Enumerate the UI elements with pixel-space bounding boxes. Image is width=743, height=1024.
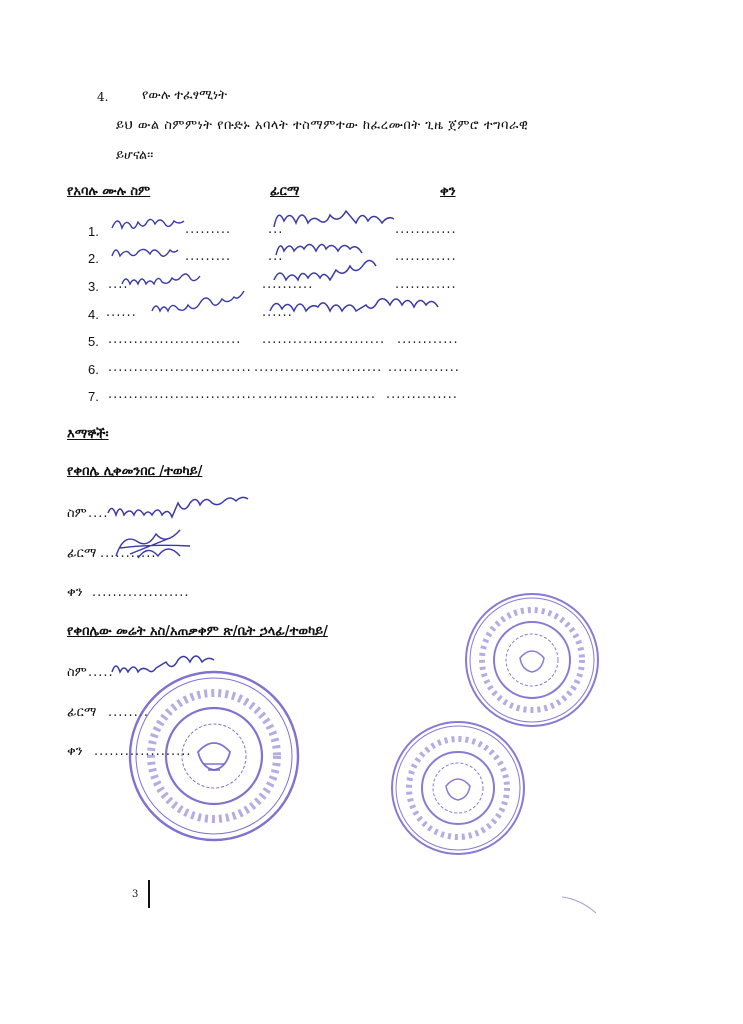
row-number: 4. (88, 307, 99, 322)
scan-mark (560, 893, 600, 915)
kebele-date-dots: ................... (92, 585, 190, 600)
row-number: 3. (88, 279, 99, 294)
kebele-handwritten-name (104, 495, 264, 525)
name-dots: ......... (185, 249, 232, 264)
witnesses-title: እማኞች፡ (67, 427, 109, 442)
row-number: 7. (88, 389, 99, 404)
section-body-line-1: ይህ ውል ስምምነት የቡድኑ አባላት ተስማምተው ከፈረሙበት ጊዜ ጀምሮ ተግባራዊ (116, 118, 529, 133)
handwritten-signature-1 (270, 203, 420, 235)
section-number: 4. (97, 90, 109, 104)
signature-dots: ... (268, 222, 284, 237)
date-dots: ............ (395, 249, 457, 264)
column-header-name: የአባሉ ሙሉ ስም (67, 184, 151, 199)
signature-dots: ... (268, 249, 284, 264)
kebele-name-dots: .... (88, 506, 109, 521)
handwritten-signature-4 (266, 289, 476, 319)
handwritten-name-4 (148, 293, 268, 321)
name-dots: ............................. (108, 387, 257, 402)
signature-dots: ......................... (254, 360, 383, 375)
page-margin-bar (148, 880, 150, 908)
kebele-date-label: ቀን (67, 585, 83, 600)
handwritten-name-3 (118, 268, 218, 294)
column-header-signature: ፊርማ (270, 184, 300, 199)
row-number: 6. (88, 362, 99, 377)
date-dots: ............ (397, 332, 459, 347)
land-office-seal-stamp (124, 668, 304, 844)
kebele-signature-dots: ........... (100, 546, 157, 561)
name-dots: .... (108, 277, 129, 292)
office-date-dots: ................... (94, 744, 192, 759)
date-dots: .............. (388, 360, 460, 375)
office-signature-dots: ........ (108, 705, 150, 720)
section-title: የውሉ ተፈፃሚነት (142, 88, 227, 103)
row-number: 2. (88, 251, 99, 266)
office-date-label: ቀን (67, 744, 83, 759)
kebele-chairman-title: የቀበሌ ሊቀመንበር /ተወካይ/ (67, 464, 203, 479)
signature-dots: .......... (262, 277, 314, 292)
office-name-label: ስም (67, 665, 87, 680)
signature-dots: ........................ (262, 332, 386, 347)
handwritten-signature-3 (270, 262, 410, 290)
name-dots: ......... (185, 222, 232, 237)
office-signature-label: ፊርማ (67, 705, 97, 720)
section-body-line-2: ይሆናል፡፡ (116, 148, 154, 163)
date-dots: ............ (395, 222, 457, 237)
name-dots: .......................... (108, 332, 242, 347)
date-dots: .............. (386, 387, 458, 402)
row-number: 5. (88, 334, 99, 349)
official-seal-stamp (462, 590, 602, 730)
name-dots: ...... (106, 305, 137, 320)
office-name-dots: ..... (88, 665, 114, 680)
row-number: 1. (88, 224, 99, 239)
handwritten-name-2 (108, 240, 188, 266)
page-number: 3 (132, 889, 139, 900)
handwritten-name-1 (108, 210, 188, 238)
kebele-handwritten-signature (110, 530, 200, 564)
column-header-date: ቀን (440, 184, 456, 199)
date-dots: ............ (395, 277, 457, 292)
official-seal-stamp (388, 720, 528, 860)
kebele-name-label: ስም (67, 506, 87, 521)
signature-dots: ...... (262, 305, 293, 320)
handwritten-signature-2 (272, 235, 392, 263)
name-dots: ............................ (108, 360, 252, 375)
land-office-head-title: የቀበሌው መሬት አስ/አጠቃቀም ጽ/ቤት ኃላፊ/ተወካይ/ (67, 624, 328, 639)
kebele-signature-label: ፊርማ (67, 546, 97, 561)
signature-dots: ....................... (258, 387, 377, 402)
